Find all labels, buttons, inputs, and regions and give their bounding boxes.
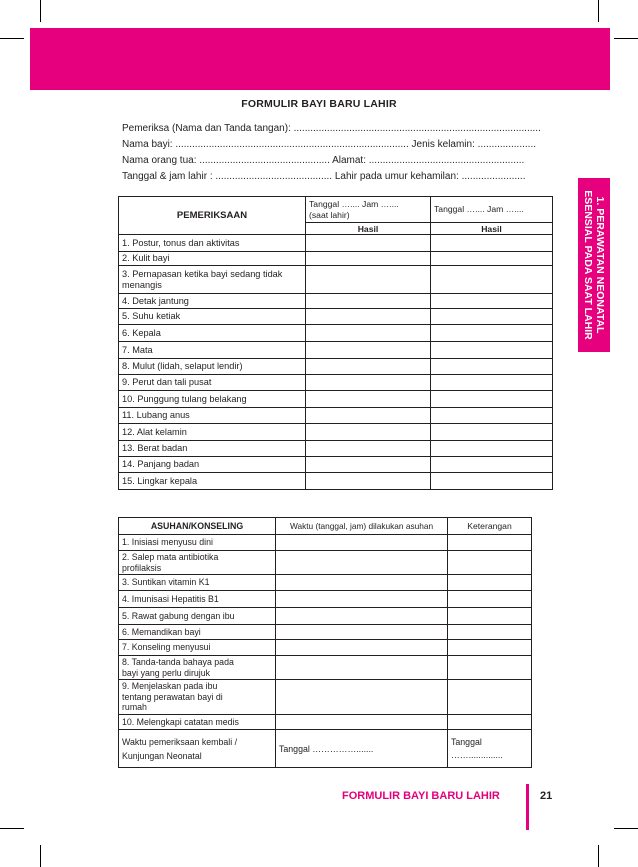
exam-item-label: 14. Panjang badan: [119, 457, 306, 473]
exam-result-cell[interactable]: [431, 294, 553, 309]
crop-mark: [614, 38, 638, 39]
exam-rows: [119, 235, 553, 490]
exam-result-cell[interactable]: [431, 473, 553, 490]
exam-row: [119, 294, 553, 309]
exam-result-cell[interactable]: [431, 266, 553, 294]
care-time-cell[interactable]: [276, 551, 448, 575]
care-row: [119, 591, 532, 608]
exam-row: [119, 473, 553, 490]
exam-item-label: 3. Pernapasan ketika bayi sedang tidak menangis: [119, 266, 306, 294]
footer-title: FORMULIR BAYI BARU LAHIR: [342, 790, 500, 802]
care-header: ASUHAN/KONSELING: [119, 518, 276, 535]
care-item-label: 6. Memandikan bayi: [119, 625, 276, 640]
exam-row: [119, 235, 553, 252]
exam-item-label: 7. Mata: [119, 342, 306, 359]
header-banner: [30, 28, 610, 90]
exam-row: [119, 457, 553, 473]
exam-row: [119, 375, 553, 391]
exam-item-label: 6. Kepala: [119, 325, 306, 342]
crop-mark: [0, 38, 24, 39]
form-title: FORMULIR BAYI BARU LAHIR: [241, 98, 397, 110]
care-time-cell[interactable]: [276, 535, 448, 551]
exam-result-cell[interactable]: [306, 375, 431, 391]
exam-item-label: 4. Detak jantung: [119, 294, 306, 309]
exam-result-cell[interactable]: [306, 408, 431, 424]
exam-result-cell[interactable]: [306, 342, 431, 359]
care-note-cell[interactable]: [448, 608, 532, 625]
parent-name-line[interactable]: Nama orang tua: ............................................... Alamat: ........................................................: [122, 155, 525, 166]
side-tab-line2: ESENSIAL PADA SAAT LAHIR: [582, 190, 594, 340]
care-note-cell[interactable]: [448, 680, 532, 715]
exam-item-label: 12. Alat kelamin: [119, 424, 306, 441]
exam-result-cell[interactable]: [306, 325, 431, 342]
exam-result-cell[interactable]: [306, 473, 431, 490]
exam-row: [119, 424, 553, 441]
care-note-cell[interactable]: [448, 591, 532, 608]
care-row: [119, 551, 532, 575]
crop-mark: [0, 828, 24, 829]
exam-header: PEMERIKSAAN: [119, 197, 306, 235]
exam-result-cell[interactable]: [431, 441, 553, 457]
footer-divider: [526, 784, 529, 830]
exam-row: [119, 325, 553, 342]
care-row: [119, 608, 532, 625]
care-item-label: 7. Konseling menyusui: [119, 640, 276, 656]
exam-result-cell[interactable]: [431, 235, 553, 252]
crop-mark: [614, 828, 638, 829]
exam-result-cell[interactable]: [306, 252, 431, 266]
exam-item-label: 1. Postur, tonus dan aktivitas: [119, 235, 306, 252]
crop-mark: [598, 0, 599, 22]
care-row: [119, 640, 532, 656]
exam-result-cell[interactable]: [306, 235, 431, 252]
care-row: [119, 625, 532, 640]
exam-result-cell[interactable]: [431, 375, 553, 391]
exam-result-cell[interactable]: [431, 359, 553, 375]
care-rows: [119, 535, 532, 730]
exam-item-label: 2. Kulit bayi: [119, 252, 306, 266]
exam-date2-header: Tanggal ….... Jam …....: [431, 197, 553, 223]
exam-item-label: 11. Lubang anus: [119, 408, 306, 424]
exam-result-cell[interactable]: [431, 457, 553, 473]
exam-result-cell[interactable]: [431, 325, 553, 342]
care-row: [119, 535, 532, 551]
care-time-cell[interactable]: [276, 656, 448, 680]
care-time-cell[interactable]: [276, 575, 448, 591]
exam-result-cell[interactable]: [431, 342, 553, 359]
care-item-label: 10. Melengkapi catatan medis: [119, 715, 276, 730]
care-row: [119, 680, 532, 715]
care-item-label: 5. Rawat gabung dengan ibu: [119, 608, 276, 625]
exam-result-cell[interactable]: [431, 408, 553, 424]
exam-result-cell[interactable]: [431, 424, 553, 441]
exam-result-cell[interactable]: [306, 441, 431, 457]
care-item-label: 8. Tanda-tanda bahaya pada bayi yang perlu dirujuk: [119, 656, 276, 680]
exam-result-cell[interactable]: [306, 424, 431, 441]
crop-mark: [598, 845, 599, 867]
exam-item-label: 5. Suhu ketiak: [119, 309, 306, 325]
section-side-tab: [578, 178, 610, 352]
care-time-header: Waktu (tanggal, jam) dilakukan asuhan: [276, 518, 448, 535]
care-table: [118, 517, 532, 768]
care-row: [119, 656, 532, 680]
care-note-cell[interactable]: [448, 656, 532, 680]
care-item-label: 3. Suntikan vitamin K1: [119, 575, 276, 591]
exam-result-cell[interactable]: [431, 252, 553, 266]
care-time-cell[interactable]: [276, 715, 448, 730]
revisit-label: Waktu pemeriksaan kembali / Kunjungan Neonatal: [119, 730, 276, 768]
care-time-cell[interactable]: [276, 680, 448, 715]
exam-result-cell[interactable]: [306, 457, 431, 473]
exam-result-cell[interactable]: [306, 309, 431, 325]
revisit-date2-field[interactable]: Tanggal ……..............: [448, 730, 532, 768]
exam-result-cell[interactable]: [431, 309, 553, 325]
exam-row: [119, 252, 553, 266]
care-item-label: 9. Menjelaskan pada ibu tentang perawatan bayi di rumah: [119, 680, 276, 715]
result-header: Hasil: [306, 223, 431, 235]
exam-row: [119, 441, 553, 457]
care-note-cell[interactable]: [448, 535, 532, 551]
exam-row: [119, 408, 553, 424]
care-time-cell[interactable]: [276, 625, 448, 640]
exam-date1-header: Tanggal ….... Jam ….... (saat lahir): [306, 197, 431, 223]
exam-item-label: 9. Perut dan tali pusat: [119, 375, 306, 391]
crop-mark: [40, 0, 41, 22]
exam-row: [119, 309, 553, 325]
exam-item-label: 8. Mulut (lidah, selaput lendir): [119, 359, 306, 375]
revisit-date-field[interactable]: Tanggal …………….......: [276, 730, 448, 768]
care-row: [119, 715, 532, 730]
exam-result-cell[interactable]: [306, 359, 431, 375]
care-item-label: 2. Salep mata antibiotika profilaksis: [119, 551, 276, 575]
care-item-label: 4. Imunisasi Hepatitis B1: [119, 591, 276, 608]
side-tab-line1: 1. PERAWATAN NEONATAL: [594, 196, 606, 334]
care-time-cell[interactable]: [276, 608, 448, 625]
exam-row: [119, 266, 553, 294]
birth-date-line[interactable]: Tanggal & jam lahir : .......................................... Lahir pada umur kehamilan: .......................: [122, 171, 526, 182]
exam-item-label: 15. Lingkar kepala: [119, 473, 306, 490]
care-note-cell[interactable]: [448, 575, 532, 591]
exam-item-label: 10. Punggung tulang belakang: [119, 391, 306, 408]
care-time-cell[interactable]: [276, 591, 448, 608]
baby-name-line[interactable]: Nama bayi: .................................................................................... Jenis kelamin: .....................: [122, 139, 536, 150]
exam-result-cell[interactable]: [306, 266, 431, 294]
care-note-cell[interactable]: [448, 715, 532, 730]
care-note-cell[interactable]: [448, 640, 532, 656]
exam-result-cell[interactable]: [431, 391, 553, 408]
result-header: Hasil: [431, 223, 553, 235]
care-item-label: 1. Inisiasi menyusu dini: [119, 535, 276, 551]
care-note-cell[interactable]: [448, 551, 532, 575]
exam-row: [119, 391, 553, 408]
care-note-header: Keterangan: [448, 518, 532, 535]
exam-result-cell[interactable]: [306, 391, 431, 408]
care-time-cell[interactable]: [276, 640, 448, 656]
exam-row: [119, 342, 553, 359]
care-row: [119, 575, 532, 591]
examiner-line[interactable]: Pemeriksa (Nama dan Tanda tangan): .........................................................................................: [122, 123, 541, 134]
page-number: 21: [540, 790, 553, 802]
exam-row: [119, 359, 553, 375]
crop-mark: [40, 845, 41, 867]
care-note-cell[interactable]: [448, 625, 532, 640]
exam-item-label: 13. Berat badan: [119, 441, 306, 457]
exam-result-cell[interactable]: [306, 294, 431, 309]
exam-table: [118, 196, 553, 490]
